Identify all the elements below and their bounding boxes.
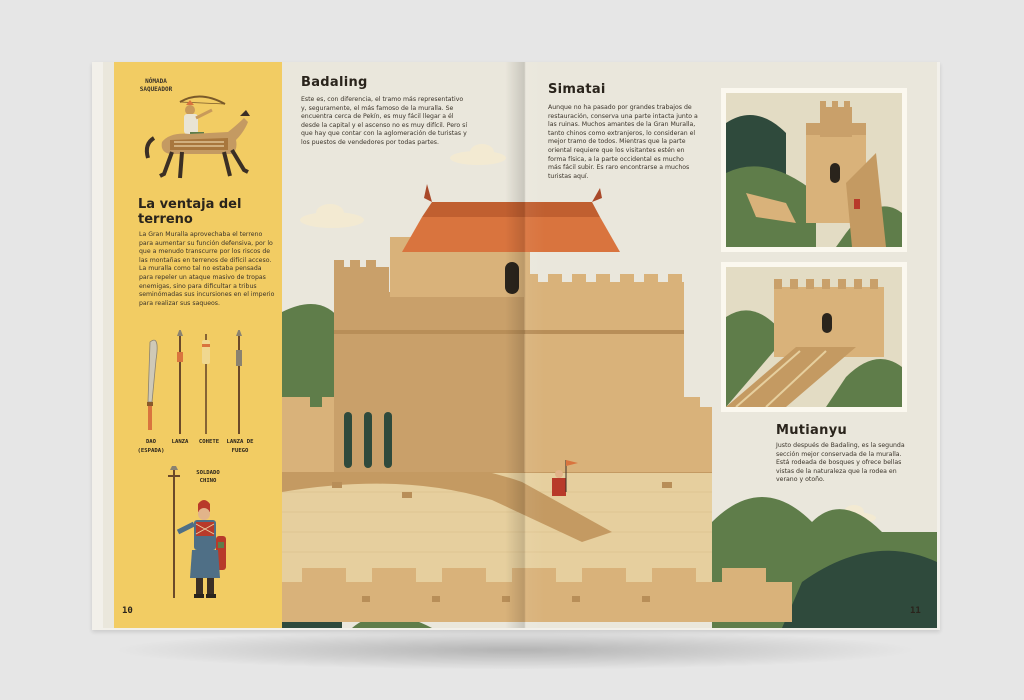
spear-icon <box>177 330 183 434</box>
mutianyu-title: Mutianyu <box>776 423 848 438</box>
fire-lance-icon <box>236 330 242 434</box>
mutianyu-body: Justo después de Badaling, es la segunda sección mejor conservada de la muralla. Está rodeada de bosques y ofrece bellas vistas de la naturaleza que la rodea en verano y otoño. <box>776 442 905 484</box>
weapon-label-lanza: LANZA <box>171 439 189 445</box>
sidebar-title: La ventaja del terreno <box>138 197 242 227</box>
page-number-right: 11 <box>910 606 921 616</box>
simatai-title: Simatai <box>548 82 606 97</box>
mutianyu-inset-image <box>721 262 907 412</box>
simatai-body: Aunque no ha pasado por grandes trabajos de restauración, conserva una parte intacta junto a las ruinas. Muchos amantes de la Gran Muralla, tanto chinos como extranjeros, lo consideran el mejor tramo de todos. Mientras que la parte oriental requiere que los visitantes estén en forma física, a la parte occidental es mucho más fácil subir. Es raro encontrarse a muchos turistas aquí. <box>548 104 698 180</box>
nomad-horseman-illustration <box>140 92 260 192</box>
sidebar-body: La Gran Muralla aprovechaba el terreno para aumentar su función defensiva, por lo que a menudo transcurre por los riscos de las montañas en terrenos de difícil acceso. La muralla como tal no estaba pensada para repeler un ataque masivo de tropas enemigas, sino para dificultar a tribus seminómadas sus incursiones en el imperio para realizar sus saqueos. <box>139 231 275 307</box>
chinese-soldier-illustration <box>160 466 240 604</box>
weapon-label-cohete: COHETE <box>198 439 220 445</box>
weapon-label-dao: DAO (ESPADA) <box>137 439 165 454</box>
page-number-left: 10 <box>122 606 133 616</box>
badaling-title: Badaling <box>301 75 368 90</box>
dao-sword-icon <box>147 340 157 430</box>
simatai-inset-image <box>721 88 907 252</box>
badaling-body: Este es, con diferencia, el tramo más representativo y, seguramente, el más famoso de la muralla. Se encuentra cerca de Pekín, es muy fácil llegar a él desde la capital y el ascenso no es muy difícil. Pero sí que hay que contar con la aglomeración de turistas y los puestos de vendedores por todas partes. <box>301 96 468 146</box>
weapons-illustration <box>140 330 250 436</box>
weapon-label-lanza-de-fuego: LANZA DE FUEGO <box>226 439 254 454</box>
nomad-label: NÓMADA SAQUEADOR <box>139 78 173 93</box>
soldier-label: SOLDADO CHINO <box>196 470 220 484</box>
book-shadow <box>110 630 920 670</box>
rocket-icon <box>202 334 210 434</box>
